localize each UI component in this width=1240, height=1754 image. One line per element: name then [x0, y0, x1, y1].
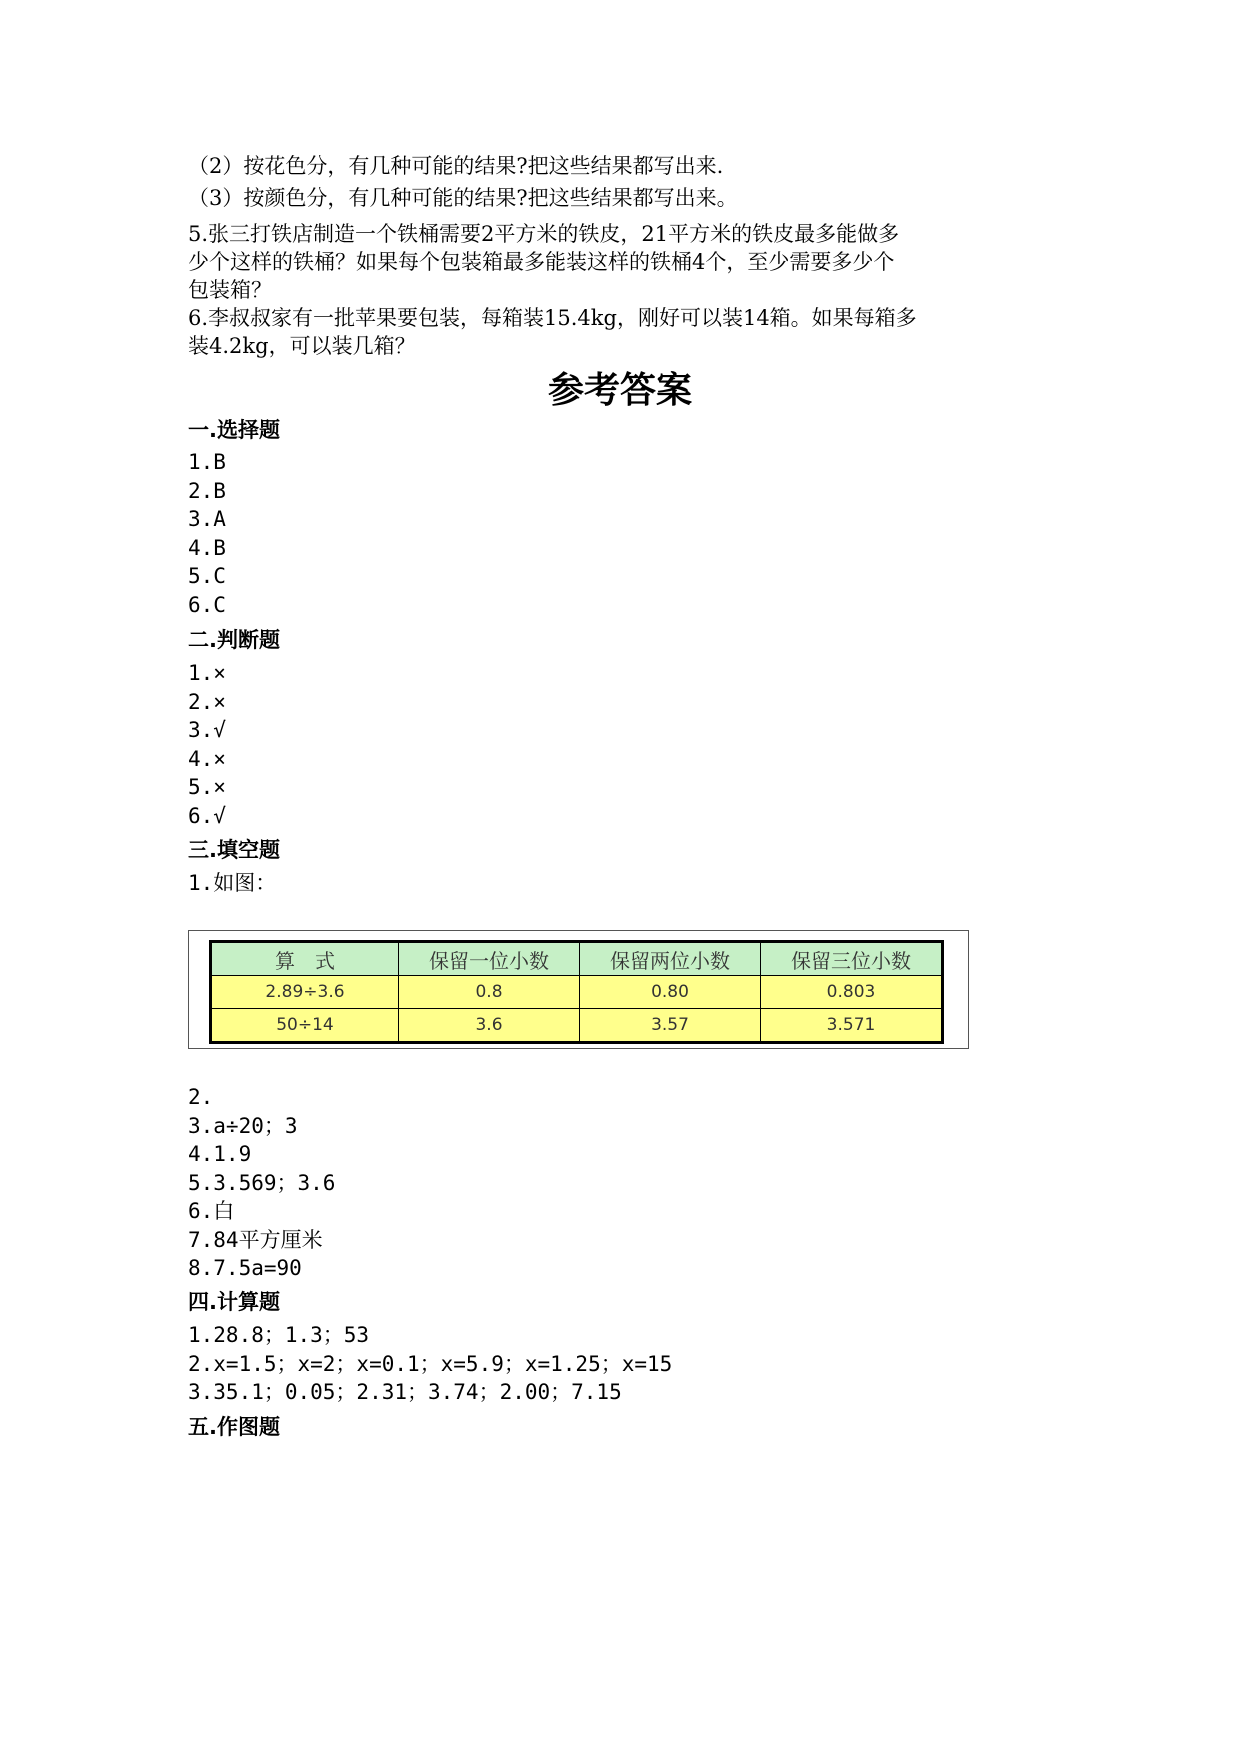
answer-item: 5.×: [188, 775, 226, 799]
question-line: 装4.2kg，可以装几箱？: [188, 334, 416, 358]
question-line: （3）按颜色分，有几种可能的结果?把这些结果都写出来。: [188, 186, 738, 210]
answer-item: 6.√: [188, 804, 226, 828]
section-heading: 五.作图题: [188, 1415, 280, 1439]
question-line: 6.李叔叔家有一批苹果要包装，每箱装15.4kg，刚好可以装14箱。如果每箱多: [188, 306, 917, 330]
table-row: [211, 976, 943, 1009]
answer-item: 4.B: [188, 536, 226, 560]
answer-title: 参考答案: [547, 369, 692, 411]
table-cell: 0.803: [761, 976, 943, 1009]
table-cell: 2.89÷3.6: [211, 976, 399, 1009]
answer-item: 2.×: [188, 690, 226, 714]
answer-item: 4.1.9: [188, 1142, 252, 1166]
answer-item: 3.a÷20；3: [188, 1114, 298, 1138]
answer-item: 1.B: [188, 450, 226, 474]
table-header-cell: 保留三位小数: [761, 942, 943, 976]
table-cell: 0.80: [580, 976, 761, 1009]
section-heading: 四.计算题: [188, 1290, 280, 1314]
answer-item: 3.√: [188, 718, 226, 742]
table-row: [211, 1009, 943, 1043]
answer-item: 3.35.1；0.05；2.31；3.74；2.00；7.15: [188, 1380, 622, 1404]
answer-item: 7.84平方厘米: [188, 1228, 323, 1252]
question-line: 5.张三打铁店制造一个铁桶需要2平方米的铁皮，21平方米的铁皮最多能做多: [188, 222, 900, 246]
section-heading: 二.判断题: [188, 628, 280, 652]
answer-item: 6.白: [188, 1199, 235, 1223]
question-line: 包装箱？: [188, 278, 272, 302]
answer-item: 8.7.5a=90: [188, 1256, 302, 1280]
question-line: 少个这样的铁桶？如果每个包装箱最多能装这样的铁桶4个，至少需要多少个: [188, 250, 895, 274]
question-line: （2）按花色分，有几种可能的结果?把这些结果都写出来.: [188, 154, 724, 178]
table-cell: 50÷14: [211, 1009, 399, 1043]
answer-item: 2.: [188, 1085, 214, 1109]
table-cell: 0.8: [399, 976, 580, 1009]
answer-item: 5.C: [188, 564, 226, 588]
table-header-cell: 算 式: [211, 942, 399, 976]
answer-item: 1.如图：: [188, 871, 277, 895]
answer-item: 1.28.8；1.3；53: [188, 1323, 370, 1347]
answer-figure: [188, 930, 969, 1049]
section-heading: 三.填空题: [188, 838, 280, 862]
table-header-cell: 保留两位小数: [580, 942, 761, 976]
answer-item: 5.3.569；3.6: [188, 1171, 336, 1195]
answer-item: 2.x=1.5；x=2；x=0.1；x=5.9；x=1.25；x=15: [188, 1352, 673, 1376]
table-header-cell: 保留一位小数: [399, 942, 580, 976]
answer-item: 6.C: [188, 593, 226, 617]
answer-item: 1.×: [188, 661, 226, 685]
answer-item: 3.A: [188, 507, 226, 531]
answer-item: 4.×: [188, 747, 226, 771]
table-cell: 3.57: [580, 1009, 761, 1043]
answer-item: 2.B: [188, 479, 226, 503]
table-header-row: [211, 942, 943, 976]
table-cell: 3.571: [761, 1009, 943, 1043]
rounding-table: [209, 940, 944, 1044]
section-heading: 一.选择题: [188, 418, 280, 442]
table-cell: 3.6: [399, 1009, 580, 1043]
